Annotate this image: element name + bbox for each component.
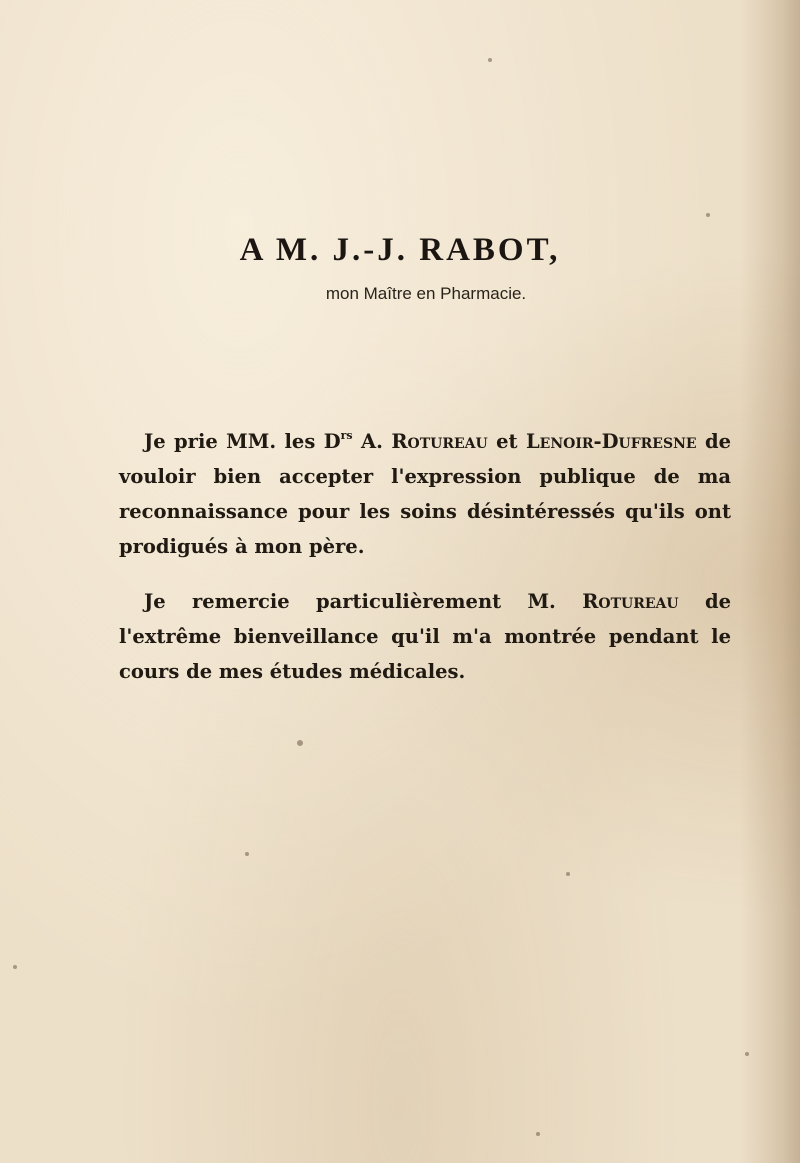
plural-doctor-superscript: rs: [340, 429, 353, 442]
paper-speck: [297, 740, 303, 746]
person-name: Lenoir-Dufresne: [525, 430, 697, 453]
paper-speck: [706, 213, 710, 217]
acknowledgement-paragraph-2: [119, 584, 731, 689]
paper-speck: [536, 1132, 540, 1136]
paragraph-text: de vouloir bien accepter l'expression publique de ma reconnaissance pour les soins désintéressés qu'ils ont prodigués à mon père.: [119, 430, 731, 558]
acknowledgement-paragraph-1: [119, 424, 731, 564]
dedication-subheading: mon Maître en Pharmacie.: [325, 284, 527, 303]
paragraph-text: et: [487, 430, 526, 453]
paper-speck: [245, 852, 249, 856]
dedication-heading: A M. J.-J. RABOT,: [239, 232, 561, 268]
page-edge-shadow: [740, 0, 800, 1163]
person-name: Rotureau: [582, 590, 679, 613]
paragraph-text: Je remercie particulièrement M.: [144, 590, 583, 613]
paragraph-text: de l'extrême bienveillance qu'il m'a montrée pendant le cours de mes études médicales.: [119, 590, 731, 683]
paragraph-text: Je prie MM. les D: [144, 430, 341, 453]
paper-speck: [488, 58, 492, 62]
paper-speck: [566, 872, 570, 876]
paper-speck: [13, 965, 17, 969]
paper-speck: [745, 1052, 749, 1056]
person-name: Rotureau: [391, 430, 488, 453]
paragraph-text: A.: [352, 430, 392, 453]
